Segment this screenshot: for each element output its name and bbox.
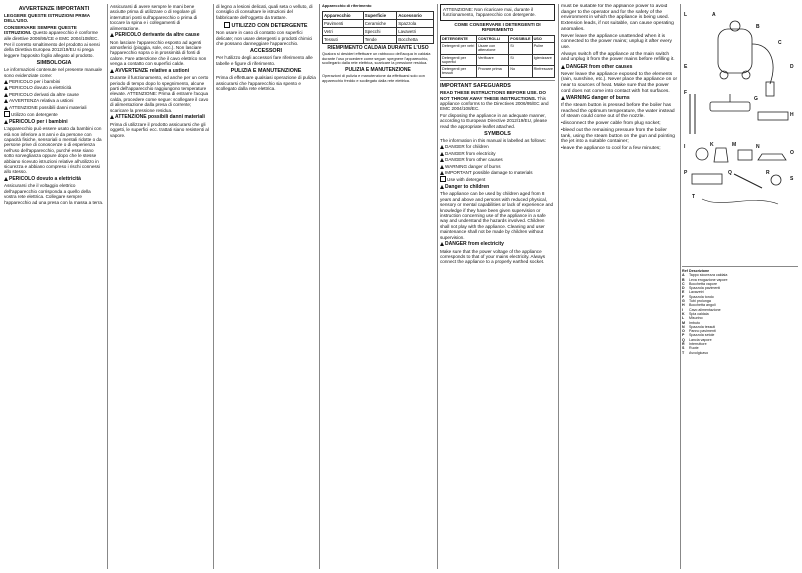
- damage-title: ATTENZIONE possibili danni materiali: [110, 115, 210, 121]
- legend-row: R Interruttore: [682, 342, 707, 347]
- warning-triangle-icon: [440, 171, 444, 175]
- table-row: Detergenti per superfici Verificare Sì Igienizzare: [441, 54, 555, 66]
- diagram-label: A: [712, 12, 716, 18]
- other-causes-title: PERICOLO derivante da altre cause: [110, 33, 210, 39]
- column-italian-reference: [322, 4, 434, 569]
- english-electricity-title: DANGER from electricity: [440, 242, 555, 248]
- diagram-label: D: [790, 64, 794, 70]
- legend-row: G Tubi prolunga: [682, 299, 711, 304]
- symbols-list: [4, 79, 104, 117]
- diagram-label: H: [790, 112, 794, 118]
- table-header: Apparecchio: [323, 11, 364, 19]
- maintenance-text: Operazioni di pulizia e manutenzione da effettuarsi solo con apparecchio freddo e scollegato dalla rete elettrica.: [322, 73, 425, 83]
- warning-triangle-icon: [110, 33, 114, 37]
- symbol-item: Use with detergent: [440, 176, 555, 182]
- damage-text: Prima di utilizzare il prodotto assicurarsi che gli oggetti, le superfici ecc. trattati siano resistenti al vapore.: [110, 121, 209, 138]
- warning-triangle-icon: [110, 115, 114, 119]
- cleaning-text: Prima di effettuare qualsiasi operazione di pulizia assicurarsi che l'apparecchio sia spento e scollegato dalla rete elettrica.: [216, 75, 316, 92]
- detergent-table: DETERGENTE CONTROLLI POSSIBILE USO Detergenti per vetri Usare con attenzione Sì Pulire Detergenti per superfici Verificare Sì Igienizzare Detergenti per tessuti Provare prima No Rinfrescare: [442, 36, 553, 76]
- diagram-label: O: [790, 150, 794, 156]
- intro-text: Questo apparecchio è conforme alle direttive 2006/95/CE e EMC 2004/108/EC.: [4, 30, 99, 41]
- table-row: Tessuti Tende Bocchetta: [323, 35, 434, 43]
- switch-off-text: Always switch off the appliance at the main switch and unplug it from the power mains before refilling it.: [561, 51, 675, 63]
- legend-row: F Spazzola tondo: [682, 294, 714, 299]
- column-divider: [319, 4, 320, 569]
- legend-row: M Imbuto: [682, 320, 700, 325]
- diagram-label: P: [684, 170, 688, 176]
- electricity-text: Assicurarsi che il voltaggio elettrico dell'apparecchio corrisponda a quello della vostra rete elettrica. Collegare sempre l'apparecchio ad una presa con la massa a terra.: [4, 183, 104, 205]
- burns-text: Durante il funzionamento, ed anche per un certo periodo di tempo dopo lo spegnimento, alcune parti dell'apparecchio raggiungono temperature elevate. ATTENZIONE: Prima di estrarre l'acqua calda, procedere come segue: scollegare il cavo di alimentazione dalla presa di corrente; scaricare la pressione residua.: [110, 75, 209, 113]
- diagram-label: M: [732, 142, 737, 148]
- symbol-item: DANGER for children: [440, 144, 555, 149]
- warning-triangle-icon: [4, 80, 8, 84]
- symbol-item: DANGER from other causes: [440, 157, 555, 162]
- english-other-title: DANGER from other causes: [561, 65, 678, 71]
- legend-row: S Ruote: [682, 346, 699, 351]
- warning-triangle-icon: [4, 106, 8, 110]
- symbols-intro: Le informazioni contenute nel presente manuale sono evidenziate come:: [4, 67, 103, 78]
- table-header: Superficie: [363, 11, 396, 19]
- warning-triangle-icon: [440, 185, 444, 189]
- power-cable: [702, 199, 778, 204]
- measuring-cup: [738, 150, 752, 160]
- column-italian-warnings: [110, 4, 210, 569]
- electricity-title: PERICOLO dovuto a elettricità: [4, 177, 104, 183]
- detergent-icon: [440, 176, 446, 182]
- legend-row: L Misurino: [682, 316, 703, 321]
- legend-header: Ref Descrizione: [682, 269, 710, 273]
- english-electricity-text: Make sure that the power voltage of the appliance corresponds to that of your mains electricity. Always connect the appliance to a properly earthed socket.: [440, 248, 546, 265]
- reference-header: Apparecchio di riferimento: [322, 4, 372, 8]
- steam-lance: [734, 174, 762, 188]
- table-row: Vetri Specchi Lavavetri: [323, 27, 434, 35]
- legend-row: B Leva erogazione vapore: [682, 277, 728, 282]
- refill-text: Qualora si desideri effettuare un rabbocco dell'acqua in caldaia durante l'uso procedere come segue: spegnere l'apparecchio, scollegarlo dalla rete elettrica, scaricare la pressione residua.: [322, 51, 431, 66]
- diagram-label: N: [756, 144, 760, 150]
- detergent-icon: [4, 111, 10, 117]
- floor-brush: [710, 102, 750, 111]
- english-burns-title: WARNING danger of burns: [561, 96, 678, 102]
- english-dispose: For disposing the appliance in an adequate manner, according to European Directive 2012/19/EU, please read the appropriate leaflet attached.: [440, 112, 547, 129]
- legend-row: E Lavavetri: [682, 290, 704, 295]
- warning-triangle-icon: [4, 86, 8, 90]
- extension-text: must be suitable for the appliance power to avoid danger to the operator and for the safety of the environment in which the appliance is being used. Extension leads, if not suitable, can cause operating anomalies.: [561, 4, 674, 32]
- symbol-item: AVVERTENZA relativa a ustioni: [4, 98, 104, 103]
- window-squeegee: [758, 112, 788, 120]
- accessory-table: [322, 11, 434, 44]
- symbol-item: Utilizzo con detergente: [4, 111, 104, 117]
- steam-hose: [752, 44, 773, 84]
- diagram-label: K: [710, 142, 714, 148]
- column-divider: [213, 4, 214, 569]
- maintenance-title: PULIZIA E MANUTENZIONE: [345, 66, 411, 73]
- english-intro: This appliance conforms to the Directives 2006/95/EC and EMC 2004/108/EC.: [440, 95, 549, 112]
- column-divider: [437, 4, 438, 569]
- funnel: [714, 148, 728, 162]
- symbol-item: IMPORTANT possible damage to materials: [440, 170, 555, 175]
- usage-text: Non usare in caso di contatto con superfici delicate; non usare detergenti o prodotti chimici che possano danneggiare l'apparecchio.: [216, 30, 313, 47]
- english-read: READ THESE INSTRUCTIONS BEFORE USE. DO NOT THROW AWAY THESE INSTRUCTIONS.: [440, 90, 546, 101]
- diagram-label: R: [766, 170, 770, 176]
- diagram-label: I: [684, 144, 686, 150]
- usage-title: UTILIZZO CON DETERGENTE: [216, 22, 316, 29]
- symbol-item: DANGER from electricity: [440, 151, 555, 156]
- other-causes-text: Non lasciare l'apparecchio esposto ad agenti atmosferici (pioggia, sole, ecc.). Non lasciare l'apparecchio sopra o in prossimità di fonti di calore. Fare attenzione che il cavo elettrico non venga a contatto con superfici calde.: [110, 39, 207, 67]
- english-kids-text: The appliance can be used by children aged from 8 years and above and persons with reduced physical, sensory or mental capabilities or lack of experience and knowledge if they have been given supervision or instruction concerning use of the appliance in a safe way and understand the hazards involved. Children shall not play with the appliance. Cleaning and user maintenance shall not be made by children without supervision.: [440, 191, 554, 240]
- cleaning-title: PULIZIA E MANUTENZIONE: [230, 68, 302, 75]
- english-kids-title: Danger to children: [440, 185, 555, 191]
- table-row: Pavimenti Ceramiche Spazzola: [323, 19, 434, 27]
- diagram-label: S: [790, 176, 794, 182]
- legend-row: N Spazzola tessuti: [682, 324, 716, 329]
- warning-triangle-icon: [4, 120, 8, 124]
- keep-instructions: CONSERVARE SEMPRE QUESTE ISTRUZIONI.: [4, 24, 77, 36]
- round-brush: [696, 148, 708, 160]
- parts-legend: [682, 266, 798, 569]
- legend-row: D Spazzola pavimenti: [682, 286, 721, 291]
- diagram-label: L: [684, 12, 688, 18]
- detergent-icon: [224, 22, 230, 28]
- burns-title: AVVERTENZE relative a ustioni: [110, 69, 210, 75]
- table-header: Accessorio: [397, 11, 434, 19]
- column-divider: [558, 4, 559, 569]
- section-divider: [440, 80, 555, 81]
- legend-row: P Spazzola setole: [682, 333, 715, 338]
- legend-row: A Tappo sicurezza caldaia: [682, 273, 728, 278]
- warning-triangle-icon: [440, 165, 444, 169]
- warning-triangle-icon: [4, 93, 8, 97]
- warning-triangle-icon: [440, 152, 444, 156]
- legend-row: I Cavo alimentazione: [682, 307, 721, 312]
- column-italian-usage: [216, 4, 316, 569]
- column-english-warnings: [561, 4, 678, 569]
- steam-cleaner-illustration: [682, 4, 798, 304]
- legend-row: K Spia caldaia: [682, 311, 709, 316]
- diagram-label: T: [692, 194, 696, 200]
- english-symbols-title: SYMBOLS: [484, 130, 511, 137]
- warning-triangle-icon: [110, 69, 114, 73]
- diagram-label: E: [684, 64, 688, 70]
- list-item: • bleed out the remaining pressure from the boiler tank, using the steam button on the gun and pointing the jet into a suitable container;: [561, 128, 678, 145]
- warning-triangle-icon: [561, 65, 565, 69]
- english-symbols-intro: The information in this manual is labelled as follows:: [440, 137, 546, 143]
- warning-triangle-icon: [440, 145, 444, 149]
- dispose-text: Per il corretto smaltimento del prodotto ai sensi della Direttiva Europea 2012/19/EU si prega leggere l'apposito foglio allegato al prodotto.: [4, 42, 100, 58]
- table-row: Detergenti per tessuti Provare prima No Rinfrescare: [442, 67, 553, 76]
- diagram-label: F: [684, 90, 688, 96]
- english-other-text: Never leave the appliance exposed to the elements (rain, sunshine, etc.). Never place the appliance on or near to sources of heat. Make sure that the power cord does not come into contact with hot surfaces.: [561, 71, 678, 94]
- diagram-label: G: [754, 96, 758, 102]
- warning-triangle-icon: [4, 99, 8, 103]
- product-diagram: [682, 4, 798, 569]
- detergent-warning: ATTENZIONE: Non ricaricare mai, durante il funzionamento, l'apparecchio con detergente.: [440, 4, 555, 21]
- english-burns-text: If the steam button is pressed before the boiler has reached the optimum temperature, the water instead of steam could come out of the nozzle.: [561, 103, 675, 120]
- delicate-text: di legno a lesioni delicati, quali seta o velluto, di consiglio di consultare le istruzioni del fabbricante dell'oggetto da trattare.: [216, 4, 313, 20]
- table-row: Detergenti per vetri Usare con attenzione Sì Pulire: [441, 42, 555, 54]
- bristle-brush: [771, 175, 781, 185]
- diagram-label: C: [778, 40, 782, 46]
- diagram-label: B: [756, 24, 760, 30]
- safety-cap: [730, 21, 740, 31]
- kids-title: PERICOLO per i bambini: [4, 120, 104, 126]
- steam-gun: [766, 82, 774, 96]
- legend-row: H Bocchetta angoli: [682, 303, 716, 308]
- warning-triangle-icon: [440, 158, 444, 162]
- legend-row: O Panno pavimenti: [682, 329, 716, 334]
- english-title: IMPORTANT SAFEGUARDS: [440, 82, 511, 89]
- unattended-text: Never leave the appliance unattended when it is connected to the power mains; unplug it after every use.: [561, 33, 672, 50]
- diagram-label: Q: [728, 170, 732, 176]
- list-item: • leave the appliance to cool for a few minutes;: [561, 146, 678, 152]
- column-italian-intro: [4, 4, 104, 569]
- column-divider: [680, 4, 681, 569]
- cleaner-body: [718, 29, 752, 73]
- column-english-intro: [440, 4, 555, 569]
- warning-triangle-icon: [440, 242, 444, 246]
- symbol-item: WARNING danger of burns: [440, 164, 555, 169]
- hands-text: Assicurarsi di avere sempre le mani bene asciutte prima di utilizzare o di regolare gli interruttori posti sull'apparecchio o prima di toccare la spina e i collegamenti di alimentazione.: [110, 4, 198, 31]
- detergent-table-title: COME CONSERVARE I DETERGENTI DI RIFERIMENTO: [454, 21, 541, 33]
- floor-cloth: [692, 174, 722, 184]
- fabric-brush: [758, 154, 786, 160]
- warning-triangle-icon: [4, 177, 8, 181]
- symbol-item: PERICOLO per i bambini: [4, 79, 104, 84]
- accessories-text: Per l'utilizzo degli accessori fare riferimento alle tabelle e figure di riferimento.: [216, 55, 313, 66]
- kids-text: L'apparecchio può essere usato da bambini con età non inferiore a 8 anni e da persone con capacità fisiche, sensoriali o mentali ridotte o da persone prive di conoscenze o di esperienza nell'uso dell'apparecchio, purché esse siano sotto sorveglianza oppure dopo che le stesse abbiano ricevuto istruzioni relative all'utilizzo in sicurezza e abbiano compreso i rischi connessi allo stesso.: [4, 126, 102, 175]
- legend-row: C Bocchetta vapore: [682, 281, 717, 286]
- warning-triangle-icon: [561, 96, 565, 100]
- refill-title: RIEMPIMENTO CALDAIA DURANTE L'USO: [327, 44, 429, 51]
- symbol-item: PERICOLO derivati da altre cause: [4, 92, 104, 97]
- main-title: AVVERTENZE IMPORTANTI: [18, 6, 90, 12]
- accessories-title: ACCESSORI: [249, 48, 283, 55]
- symbol-item: PERICOLO dovuto a elettricità: [4, 85, 104, 90]
- symbol-item: ATTENZIONE possibili danni materiali: [4, 105, 104, 110]
- symbols-title: SIMBOLOGIA: [36, 60, 72, 67]
- sub-title: LEGGERE QUESTE ISTRUZIONI PRIMA DELL'USO.: [4, 13, 90, 24]
- column-divider: [107, 4, 108, 569]
- legend-row: T Avvolgicavo: [682, 350, 709, 355]
- legend-row: Q Lancia vapore: [682, 337, 712, 342]
- list-item: • disconnect the power cable from plug socket;: [561, 121, 678, 127]
